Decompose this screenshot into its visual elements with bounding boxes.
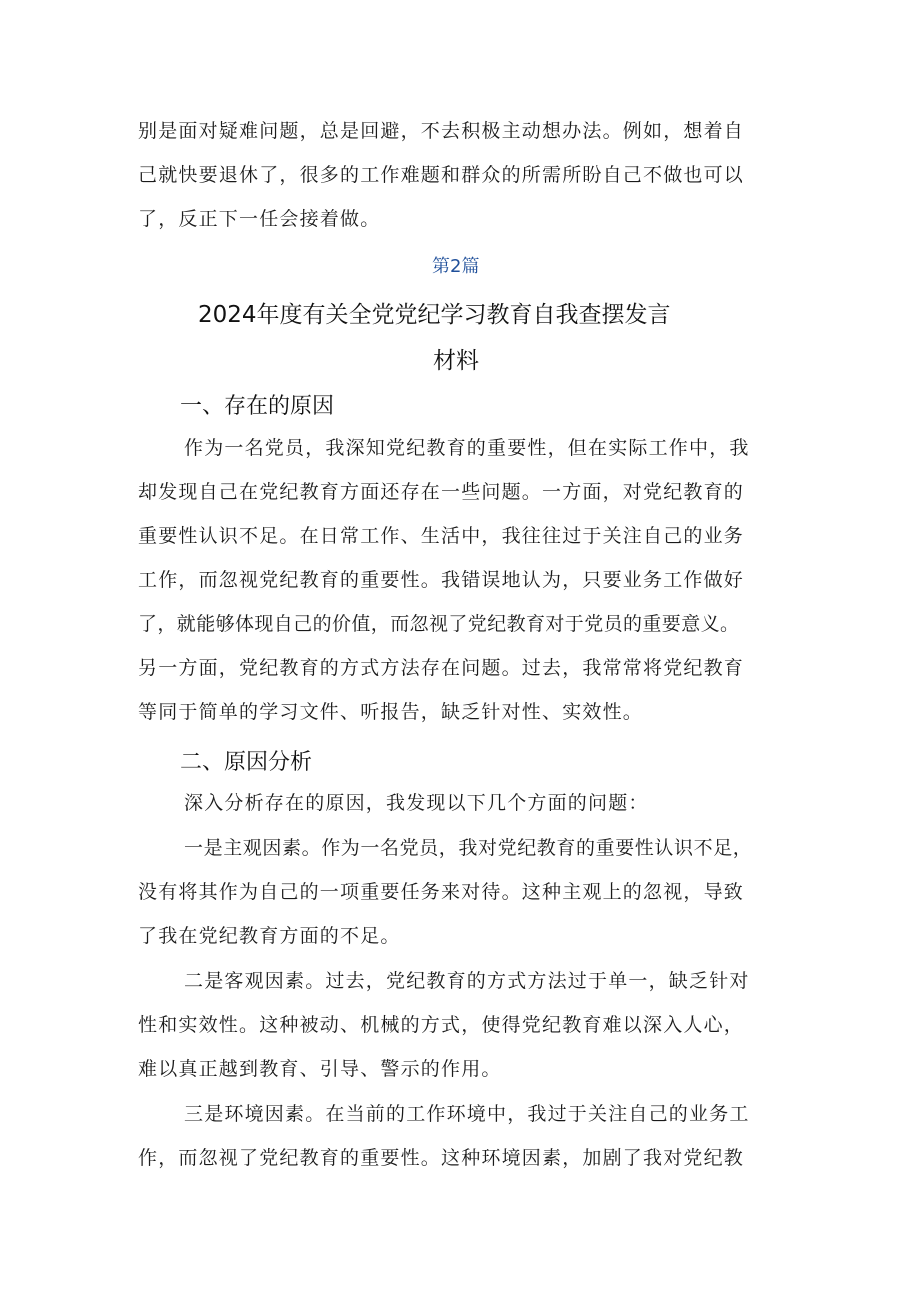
- document-title-line-2: 材料: [433, 348, 479, 374]
- environment-line-1: 三是环境因素。在当前的工作环境中，我过于关注自己的业务工: [184, 1103, 750, 1125]
- part1-line-1: 作为一名党员，我深知党纪教育的重要性，但在实际工作中，我: [184, 437, 750, 459]
- part2-intro: 深入分析存在的原因，我发现以下几个方面的问题：: [184, 792, 649, 814]
- prev-line-3: 了，反正下一任会接着做。: [138, 208, 381, 230]
- part1-line-7: 等同于简单的学习文件、听报告，缺乏针对性、实效性。: [138, 701, 644, 723]
- section-heading-2: 二、原因分析: [180, 750, 313, 775]
- objective-line-2: 性和实效性。这种被动、机械的方式，使得党纪教育难以深入人心，: [138, 1014, 745, 1036]
- part1-line-3: 重要性认识不足。在日常工作、生活中，我往往过于关注自己的业务: [138, 525, 745, 547]
- document-title-line-1: 2024年度有关全党党纪学习教育自我查摆发言: [198, 302, 671, 328]
- section-marker: 第2篇: [432, 256, 480, 277]
- part1-line-2: 却发现自己在党纪教育方面还存在一些问题。一方面，对党纪教育的: [138, 481, 745, 503]
- environment-line-2: 作，而忽视了党纪教育的重要性。这种环境因素，加剧了我对党纪教: [138, 1147, 745, 1169]
- part1-line-6: 另一方面，党纪教育的方式方法存在问题。过去，我常常将党纪教育: [138, 657, 745, 679]
- part1-line-4: 工作，而忽视党纪教育的重要性。我错误地认为，只要业务工作做好: [138, 569, 745, 591]
- subjective-line-1: 一是主观因素。作为一名党员，我对党纪教育的重要性认识不足，: [184, 837, 753, 859]
- subjective-line-3: 了我在党纪教育方面的不足。: [138, 925, 401, 947]
- prev-line-1: 别是面对疑难问题，总是回避，不去积极主动想办法。例如，想着自: [138, 120, 745, 142]
- part1-line-5: 了，就能够体现自己的价值，而忽视了党纪教育对于党员的重要意义。: [138, 613, 740, 635]
- objective-line-3: 难以真正越到教育、引导、警示的作用。: [138, 1058, 502, 1080]
- subjective-line-2: 没有将其作为自己的一项重要任务来对待。这种主观上的忽视，导致: [138, 881, 745, 903]
- prev-line-2: 己就快要退休了，很多的工作难题和群众的所需所盼自己不做也可以: [138, 164, 745, 186]
- objective-line-1: 二是客观因素。过去，党纪教育的方式方法过于单一，缺乏针对: [184, 970, 750, 992]
- section-heading-1: 一、存在的原因: [180, 394, 335, 419]
